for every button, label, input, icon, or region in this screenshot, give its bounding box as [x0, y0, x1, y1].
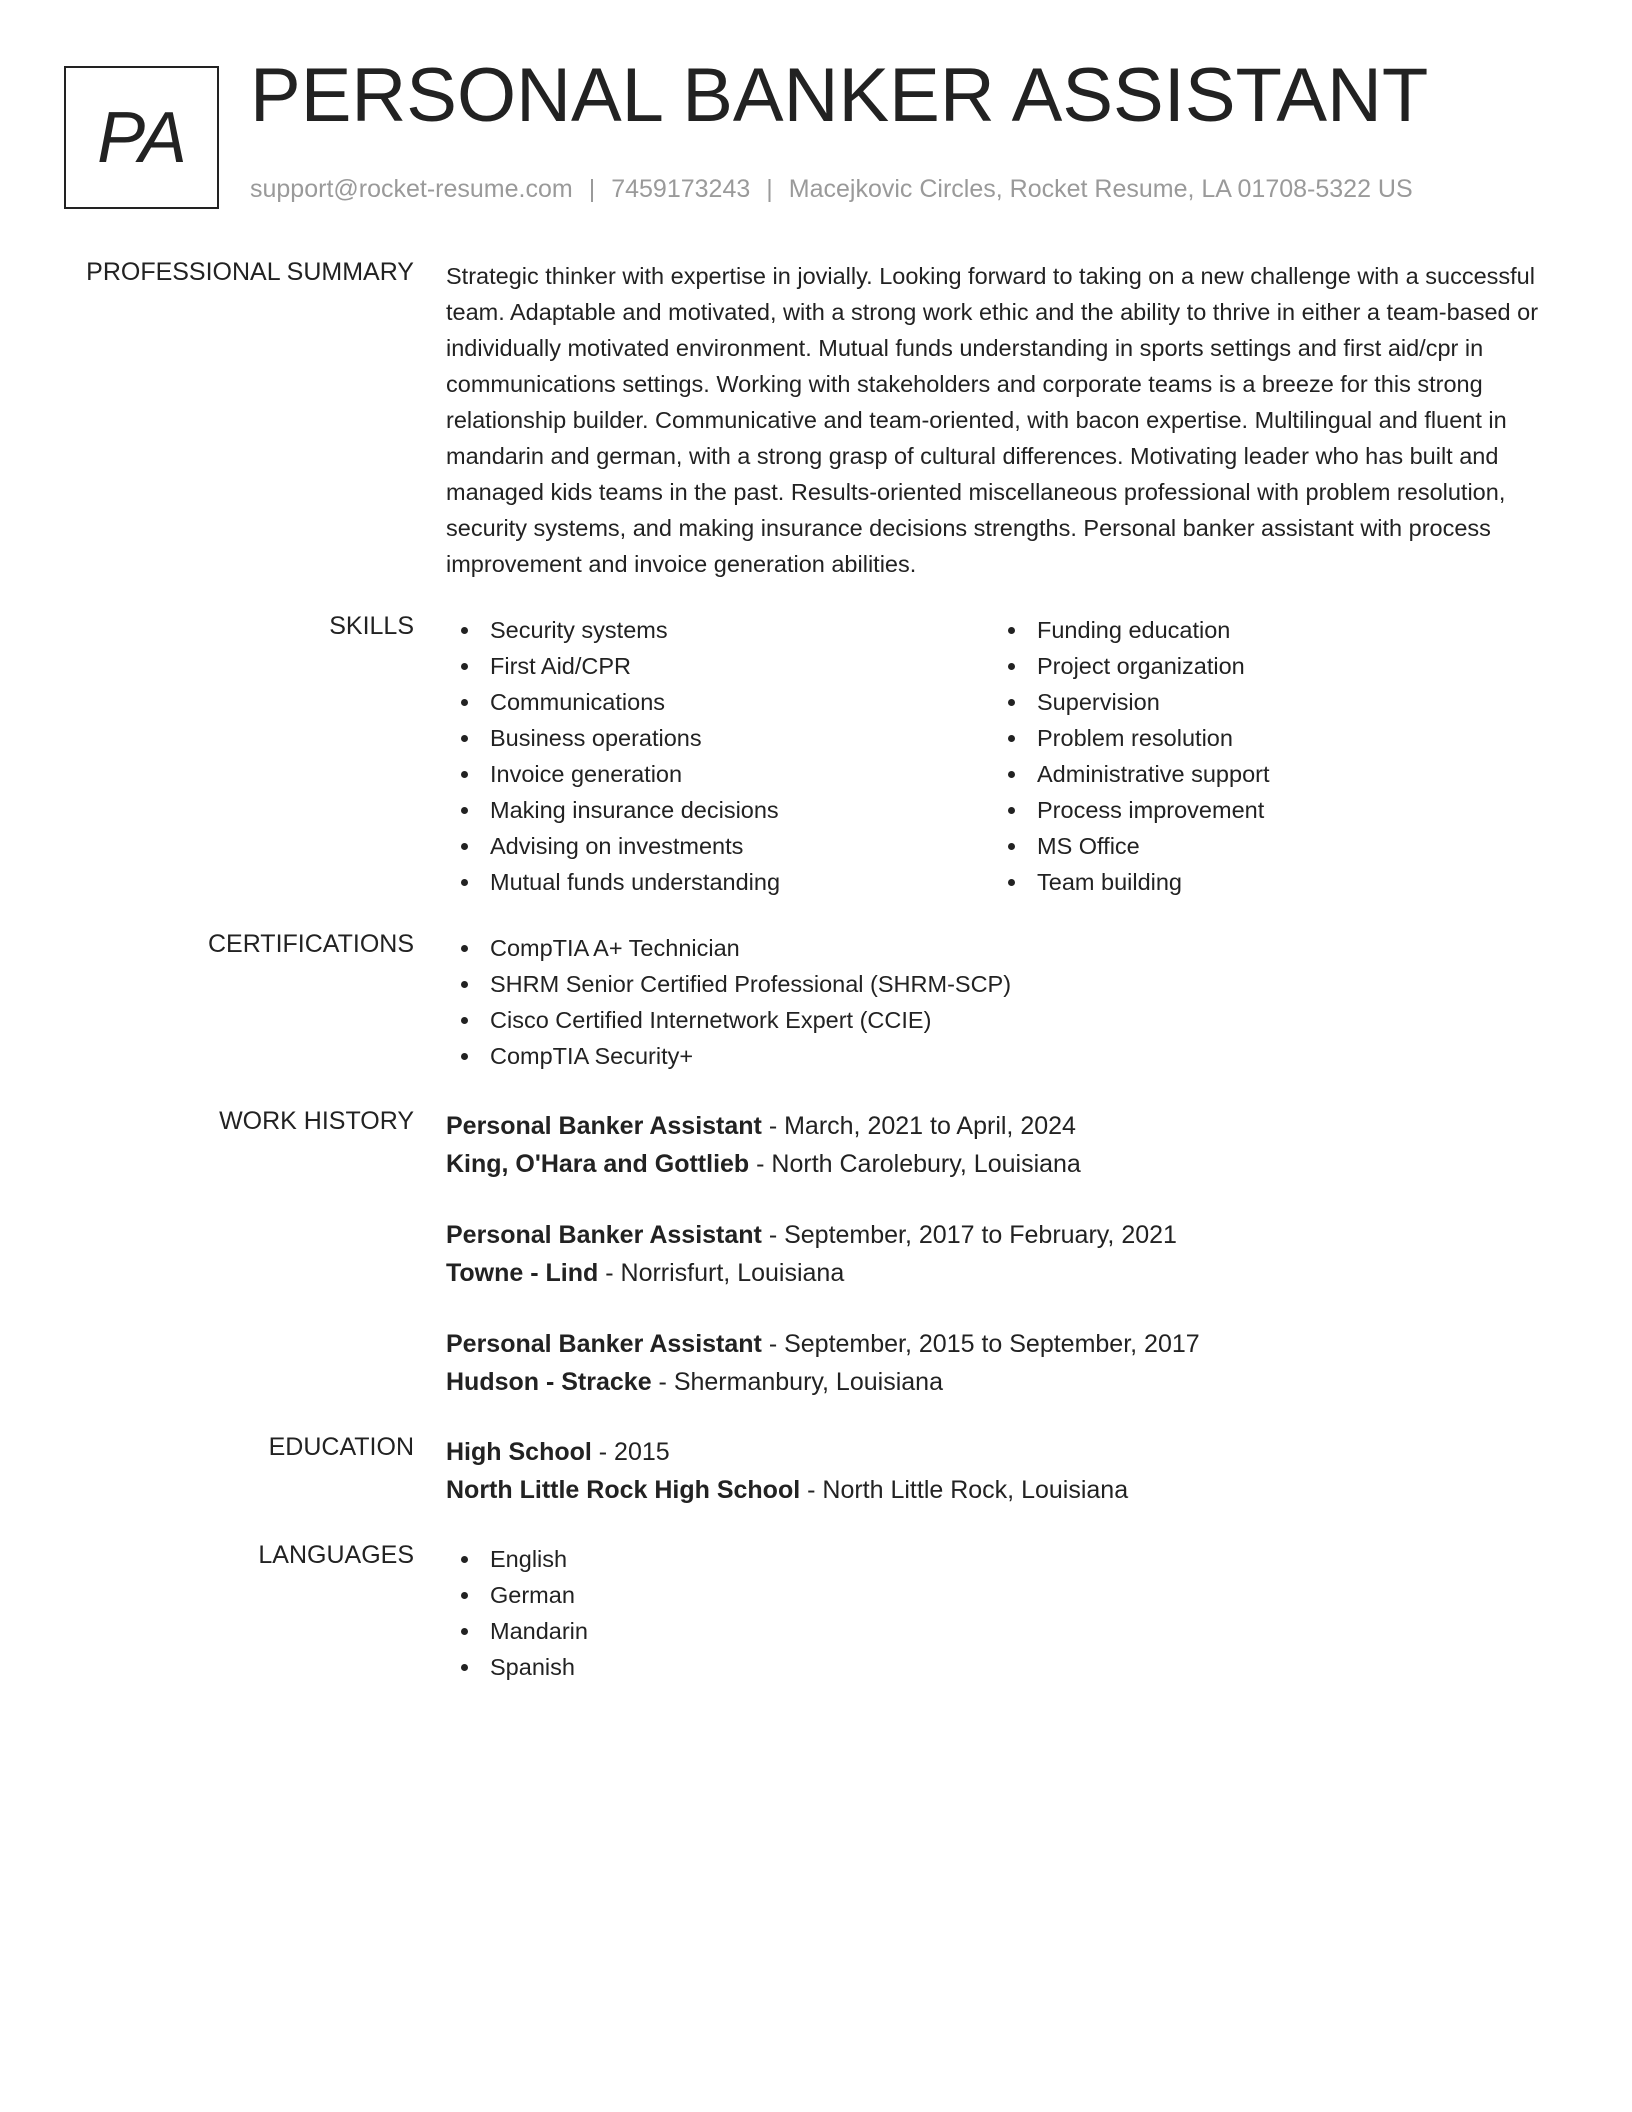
- job-dates: - March, 2021 to April, 2024: [761, 1112, 1076, 1140]
- list-item: Mutual funds understanding: [446, 864, 993, 900]
- contact-email[interactable]: support@rocket-resume.com: [250, 175, 573, 203]
- summary-text: Strategic thinker with expertise in jovially. Looking forward to taking on a new challenge with a successful team. Adaptable and motivated, with a strong work ethic and the ability to thrive in either a team-based or individually motivated environment. Mutual funds understanding in sports settings and first aid/cpr in communications settings. Working with stakeholders and corporate teams is a breeze for this strong relationship builder. Communicative and team-oriented, with bacon expertise. Multilingual and fluent in mandarin and german, with a strong grasp of cultural differences. Motivating leader who has built and managed kids teams in the past. Results-oriented miscellaneous professional with problem resolution, security systems, and making insurance decisions strengths. Personal banker assistant with process improvement and invoice generation abilities.: [446, 263, 1539, 577]
- languages-list: [446, 1541, 1556, 1685]
- list-item: Process improvement: [993, 792, 1540, 828]
- list-item: Communications: [446, 684, 993, 720]
- list-item: Problem resolution: [993, 720, 1540, 756]
- list-item: Project organization: [993, 648, 1540, 684]
- list-item: Business operations: [446, 720, 993, 756]
- section-label-work-history: WORK HISTORY: [219, 1107, 414, 1135]
- languages-body: [446, 1541, 1556, 1685]
- skills-list-left: [446, 612, 993, 900]
- job-title: Personal Banker Assistant: [446, 1221, 762, 1249]
- list-item: CompTIA A+ Technician: [446, 930, 1556, 966]
- education-degree: High School: [446, 1438, 592, 1466]
- job-entry: [446, 1325, 1556, 1401]
- list-item: English: [446, 1541, 1556, 1577]
- list-item: Team building: [993, 864, 1540, 900]
- education-school: North Little Rock High School: [446, 1476, 801, 1504]
- contact-separator: |: [766, 175, 773, 203]
- section-label-education: EDUCATION: [268, 1433, 414, 1461]
- monogram-logo: [64, 66, 219, 209]
- certifications-body: [446, 930, 1556, 1074]
- section-label-certifications: CERTIFICATIONS: [207, 930, 414, 958]
- education-location: - North Little Rock, Louisiana: [800, 1476, 1129, 1504]
- certifications-list: [446, 930, 1556, 1074]
- list-item: First Aid/CPR: [446, 648, 993, 684]
- list-item: Advising on investments: [446, 828, 993, 864]
- contact-address: Macejkovic Circles, Rocket Resume, LA 01708-5322 US: [788, 175, 1413, 203]
- section-label-summary: PROFESSIONAL SUMMARY: [86, 258, 414, 286]
- list-item: MS Office: [993, 828, 1540, 864]
- job-location: - Norrisfurt, Louisiana: [598, 1259, 845, 1287]
- job-entry: [446, 1216, 1556, 1292]
- job-company: Towne - Lind: [446, 1259, 599, 1287]
- monogram-initials: PA: [97, 97, 186, 178]
- contact-line: [250, 175, 1413, 204]
- contact-separator: |: [588, 175, 596, 203]
- education-body: [446, 1433, 1556, 1509]
- education-year: - 2015: [591, 1438, 670, 1466]
- skills-body: [446, 612, 1556, 900]
- list-item: Invoice generation: [446, 756, 993, 792]
- list-item: CompTIA Security+: [446, 1038, 1556, 1074]
- job-dates: - September, 2015 to September, 2017: [761, 1330, 1200, 1358]
- list-item: Supervision: [993, 684, 1540, 720]
- job-company: Hudson - Stracke: [446, 1368, 652, 1396]
- section-label-languages: LANGUAGES: [258, 1541, 414, 1569]
- job-location: - North Carolebury, Louisiana: [749, 1150, 1081, 1178]
- contact-phone[interactable]: 7459173243: [611, 175, 751, 203]
- job-entry: [446, 1107, 1556, 1183]
- list-item: Cisco Certified Internetwork Expert (CCIE): [446, 1002, 1556, 1038]
- section-label-skills: SKILLS: [329, 612, 414, 640]
- list-item: Security systems: [446, 612, 993, 648]
- job-dates: - September, 2017 to February, 2021: [761, 1221, 1177, 1249]
- skills-list-right: [993, 612, 1540, 900]
- job-location: - Shermanbury, Louisiana: [651, 1368, 943, 1396]
- job-company: King, O'Hara and Gottlieb: [446, 1150, 750, 1178]
- list-item: Administrative support: [993, 756, 1540, 792]
- list-item: Funding education: [993, 612, 1540, 648]
- job-title: Personal Banker Assistant: [446, 1330, 762, 1358]
- resume-title: PERSONAL BANKER ASSISTANT: [250, 53, 1429, 138]
- list-item: SHRM Senior Certified Professional (SHRM-SCP): [446, 966, 1556, 1002]
- list-item: German: [446, 1577, 1556, 1613]
- list-item: Making insurance decisions: [446, 792, 993, 828]
- list-item: Mandarin: [446, 1613, 1556, 1649]
- work-history-body: [446, 1107, 1556, 1434]
- list-item: Spanish: [446, 1649, 1556, 1685]
- job-title: Personal Banker Assistant: [446, 1112, 762, 1140]
